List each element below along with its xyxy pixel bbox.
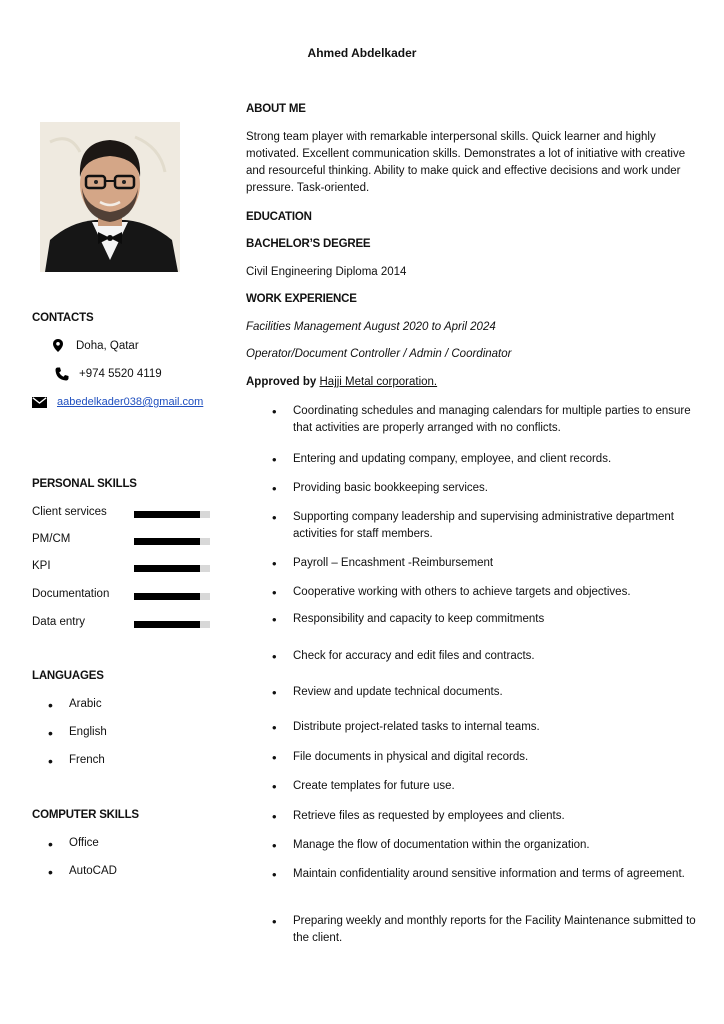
phone-text: +974 5520 4119 [79,368,162,380]
duty-item: • Retrieve files as requested by employees and clients. [270,808,703,825]
skill-bar-fill [134,511,200,518]
contacts-heading: CONTACTS [32,312,94,324]
personal-skills-heading: PERSONAL SKILLS [32,478,137,490]
skill-row [32,506,212,522]
duty-item: • Coordinating schedules and managing calendars for multiple parties to ensure that activities are properly arranged with no conflicts. [270,403,703,437]
skill-label: Client services [32,506,107,518]
duty-item: • Distribute project-related tasks to internal teams. [270,719,703,736]
languages-list [48,698,107,782]
email-row [32,396,203,408]
duty-item: • Providing basic bookkeeping services. [270,480,703,497]
skill-bar [134,593,210,600]
skill-bar [134,565,210,572]
duty-item: • Cooperative working with others to achieve targets and objectives. [270,584,703,601]
language-item: • English [48,726,107,754]
duty-item: • Payroll – Encashment -Reimbursement [270,555,703,572]
skill-label: KPI [32,560,51,572]
duty-item: • Responsibility and capacity to keep commitments [270,611,703,628]
duty-item: • Create templates for future use. [270,778,703,795]
language-item: • Arabic [48,698,107,726]
languages-heading: LANGUAGES [32,670,104,682]
skill-bar-fill [134,538,200,545]
duty-item: • File documents in physical and digital records. [270,749,703,766]
degree-heading: BACHELOR’S DEGREE [246,238,371,250]
work-roles: Operator/Document Controller / Admin / Coordinator [246,348,512,360]
duty-item: • Supporting company leadership and supervising administrative department activities for staff members. [270,509,703,543]
skill-label: Data entry [32,616,86,628]
skill-row [32,616,212,632]
envelope-icon [32,397,47,408]
skill-bar [134,538,210,545]
resume-name: Ahmed Abdelkader [307,46,417,60]
language-item: • French [48,754,107,782]
duty-item: • Check for accuracy and edit files and contracts. [270,648,703,665]
computer-skill-item: • Office [48,837,117,865]
about-heading: ABOUT ME [246,103,306,115]
email-link[interactable]: aabedelkader038@gmail.com [57,396,204,408]
education-heading: EDUCATION [246,211,312,223]
skill-label: Documentation [32,588,110,600]
about-text: Strong team player with remarkable interpersonal skills. Quick learner and highly motivated. Excellent communication skills. Demonstrates a lot of initiative with creative and resourceful thinking. Ability to make quick and effective decisions and work under pressure. Task-oriented. [246,131,686,194]
skill-row [32,533,212,549]
degree-text: Civil Engineering Diploma 2014 [246,266,407,278]
skill-label: PM/CM [32,533,71,545]
phone-row [55,367,162,381]
duty-item: • Preparing weekly and monthly reports for the Facility Maintenance submitted to the client. [270,913,703,947]
approved-label: Approved by [246,376,317,388]
skill-bar-fill [134,565,200,572]
skill-bar-fill [134,593,200,600]
duty-item: • Maintain confidentiality around sensitive information and terms of agreement. [270,866,703,883]
skill-bar [134,511,210,518]
work-experience-heading: WORK EXPERIENCE [246,293,357,305]
location-row [53,339,139,352]
location-text: Doha, Qatar [76,339,139,352]
phone-icon [55,367,69,381]
duty-item: • Manage the flow of documentation within the organization. [270,837,703,854]
skill-row [32,588,212,604]
approved-by-line [246,374,701,391]
location-pin-icon [53,339,63,352]
duty-item: • Review and update technical documents. [270,684,703,701]
computer-skill-item: • AutoCAD [48,865,117,893]
computer-skills-heading: COMPUTER SKILLS [32,809,139,821]
skill-row [32,560,212,576]
duty-item: • Entering and updating company, employee, and client records. [270,451,703,468]
work-period: Facilities Management August 2020 to April 2024 [246,321,496,333]
computer-skills-list [48,837,117,893]
approved-company: Hajji Metal corporation. [319,376,438,388]
profile-photo [40,122,180,272]
skill-bar-fill [134,621,200,628]
skill-bar [134,621,210,628]
